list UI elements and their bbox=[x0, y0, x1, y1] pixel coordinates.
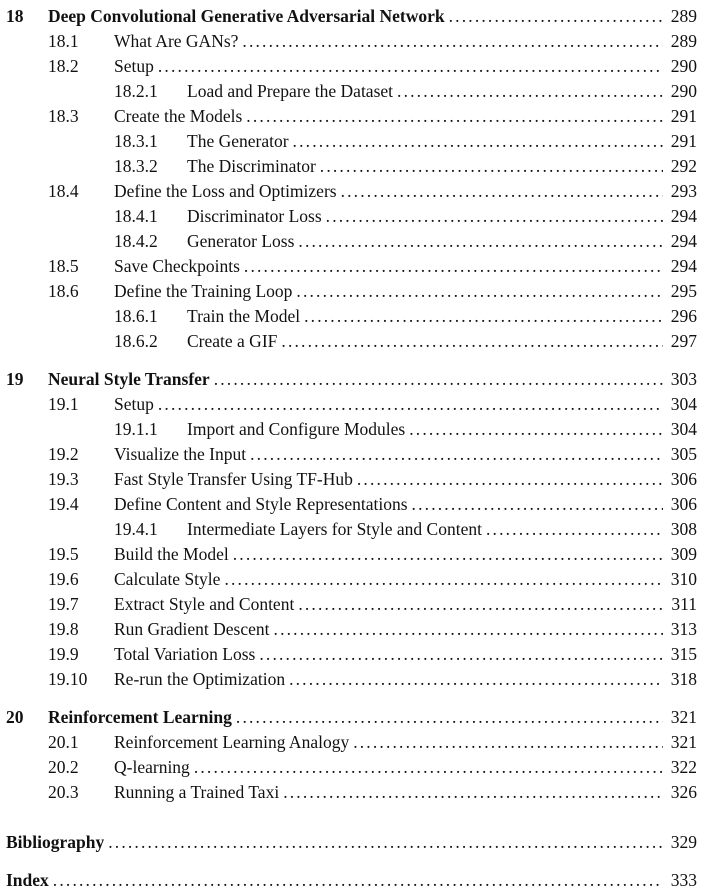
entry-title: Calculate Style bbox=[114, 569, 221, 589]
entry-title-line bbox=[114, 467, 665, 492]
dot-leader bbox=[274, 617, 663, 642]
dot-leader bbox=[158, 54, 663, 79]
dot-leader bbox=[214, 367, 663, 392]
page-number: 294 bbox=[670, 206, 697, 226]
entry-title-line bbox=[114, 542, 665, 567]
entry-title-line bbox=[187, 204, 665, 229]
page-number: 293 bbox=[670, 181, 697, 201]
toc-section-entry[interactable] bbox=[0, 592, 702, 617]
entry-title: Run Gradient Descent bbox=[114, 619, 270, 639]
entry-number: 18.2.1 bbox=[114, 81, 158, 101]
dot-leader bbox=[250, 442, 663, 467]
dot-leader bbox=[298, 592, 663, 617]
toc-subsection-entry[interactable] bbox=[0, 154, 702, 179]
dot-leader bbox=[53, 868, 663, 893]
page-number: 311 bbox=[671, 594, 697, 614]
entry-number: 20.1 bbox=[48, 732, 79, 752]
entry-title-line bbox=[114, 442, 665, 467]
page-number: 289 bbox=[670, 31, 697, 51]
entry-title: Deep Convolutional Generative Adversarial Network bbox=[48, 6, 445, 26]
toc-section-entry[interactable] bbox=[0, 542, 702, 567]
dot-leader bbox=[259, 642, 663, 667]
dot-leader bbox=[233, 542, 663, 567]
toc-section-entry[interactable] bbox=[0, 54, 702, 79]
entry-title-line bbox=[48, 705, 665, 730]
entry-title-line bbox=[187, 129, 665, 154]
toc-chapter-entry[interactable] bbox=[0, 4, 702, 29]
toc-chapter-entry[interactable] bbox=[0, 705, 702, 730]
entry-number: 18.4.2 bbox=[114, 231, 158, 251]
entry-title-line bbox=[48, 4, 665, 29]
page-number: 333 bbox=[670, 870, 697, 890]
page-number: 322 bbox=[670, 757, 697, 777]
entry-title-line bbox=[187, 517, 665, 542]
entry-title-line bbox=[48, 367, 665, 392]
dot-leader bbox=[304, 304, 663, 329]
toc-section-entry[interactable] bbox=[0, 667, 702, 692]
toc-section-entry[interactable] bbox=[0, 29, 702, 54]
entry-title: Bibliography bbox=[6, 832, 105, 852]
entry-title: Reinforcement Learning bbox=[48, 707, 232, 727]
dot-leader bbox=[194, 755, 663, 780]
page-number: 308 bbox=[670, 519, 697, 539]
page-number: 290 bbox=[670, 81, 697, 101]
entry-title: Setup bbox=[114, 56, 154, 76]
entry-number: 19.4 bbox=[48, 494, 79, 514]
toc-chapter-entry[interactable] bbox=[0, 367, 702, 392]
toc-section-entry[interactable] bbox=[0, 492, 702, 517]
page-number: 306 bbox=[670, 494, 697, 514]
toc-subsection-entry[interactable] bbox=[0, 304, 702, 329]
entry-title: Generator Loss bbox=[187, 231, 295, 251]
entry-title-line bbox=[6, 830, 665, 855]
entry-title: Visualize the Input bbox=[114, 444, 247, 464]
entry-title-line bbox=[114, 780, 665, 805]
entry-number: 18.3.1 bbox=[114, 131, 158, 151]
entry-title-line bbox=[114, 492, 665, 517]
entry-number: 19 bbox=[6, 369, 24, 389]
page-number: 310 bbox=[670, 569, 697, 589]
entry-number: 20.3 bbox=[48, 782, 79, 802]
toc-subsection-entry[interactable] bbox=[0, 417, 702, 442]
entry-title: The Generator bbox=[187, 131, 289, 151]
page-number: 318 bbox=[670, 669, 697, 689]
page-number: 291 bbox=[670, 106, 697, 126]
page-number: 297 bbox=[670, 331, 697, 351]
page-number: 291 bbox=[670, 131, 697, 151]
entry-title-line bbox=[114, 642, 665, 667]
page-number: 289 bbox=[670, 6, 697, 26]
entry-title-line bbox=[6, 868, 665, 893]
entry-number: 18.1 bbox=[48, 31, 79, 51]
dot-leader bbox=[412, 492, 663, 517]
entry-number: 19.4.1 bbox=[114, 519, 158, 539]
entry-title: Build the Model bbox=[114, 544, 229, 564]
entry-title: Discriminator Loss bbox=[187, 206, 322, 226]
entry-number: 18.5 bbox=[48, 256, 79, 276]
page-number: 290 bbox=[670, 56, 697, 76]
entry-title-line bbox=[114, 29, 665, 54]
entry-title-line bbox=[114, 54, 665, 79]
toc-subsection-entry[interactable] bbox=[0, 129, 702, 154]
entry-number: 20 bbox=[6, 707, 24, 727]
page-number: 304 bbox=[670, 394, 697, 414]
entry-number: 19.8 bbox=[48, 619, 79, 639]
toc-subsection-entry[interactable] bbox=[0, 204, 702, 229]
dot-leader bbox=[236, 705, 663, 730]
entry-number: 20.2 bbox=[48, 757, 79, 777]
dot-leader bbox=[283, 780, 663, 805]
entry-title-line bbox=[187, 79, 665, 104]
page-number: 321 bbox=[670, 732, 697, 752]
entry-title-line bbox=[187, 329, 665, 354]
toc-section-entry[interactable] bbox=[0, 642, 702, 667]
dot-leader bbox=[326, 204, 663, 229]
entry-title-line bbox=[114, 667, 665, 692]
toc-section-entry[interactable] bbox=[0, 730, 702, 755]
toc-section-entry[interactable] bbox=[0, 617, 702, 642]
entry-number: 18.3 bbox=[48, 106, 79, 126]
page-number: 309 bbox=[670, 544, 697, 564]
entry-title: Total Variation Loss bbox=[114, 644, 256, 664]
entry-number: 19.7 bbox=[48, 594, 79, 614]
entry-title-line bbox=[114, 730, 665, 755]
page-number: 294 bbox=[670, 231, 697, 251]
dot-leader bbox=[341, 179, 663, 204]
entry-title-line bbox=[114, 104, 665, 129]
page-number: 306 bbox=[670, 469, 697, 489]
entry-number: 19.3 bbox=[48, 469, 79, 489]
toc-section-entry[interactable] bbox=[0, 755, 702, 780]
toc-section-entry[interactable] bbox=[0, 254, 702, 279]
entry-title: What Are GANs? bbox=[114, 31, 239, 51]
entry-number: 19.5 bbox=[48, 544, 79, 564]
entry-title-line bbox=[114, 755, 665, 780]
page-number: 321 bbox=[670, 707, 697, 727]
entry-title: Fast Style Transfer Using TF-Hub bbox=[114, 469, 353, 489]
toc-section-entry[interactable] bbox=[0, 179, 702, 204]
page-number: 295 bbox=[670, 281, 697, 301]
entry-title: Define Content and Style Representations bbox=[114, 494, 408, 514]
dot-leader bbox=[397, 79, 663, 104]
page-number: 329 bbox=[670, 832, 697, 852]
entry-number: 19.9 bbox=[48, 644, 79, 664]
entry-title-line bbox=[187, 229, 665, 254]
entry-title: Re-run the Optimization bbox=[114, 669, 286, 689]
page-number: 305 bbox=[670, 444, 697, 464]
entry-title: Import and Configure Modules bbox=[187, 419, 406, 439]
page-number: 294 bbox=[670, 256, 697, 276]
toc-section-entry[interactable] bbox=[0, 104, 702, 129]
toc-section-entry[interactable] bbox=[0, 279, 702, 304]
toc-backmatter-entry[interactable] bbox=[0, 868, 702, 893]
entry-title-line bbox=[187, 304, 665, 329]
dot-leader bbox=[296, 279, 663, 304]
entry-title: Intermediate Layers for Style and Content bbox=[187, 519, 482, 539]
entry-title: Setup bbox=[114, 394, 154, 414]
entry-number: 19.1 bbox=[48, 394, 79, 414]
toc-subsection-entry[interactable] bbox=[0, 229, 702, 254]
entry-title-line bbox=[114, 279, 665, 304]
entry-title: Running a Trained Taxi bbox=[114, 782, 280, 802]
dot-leader bbox=[449, 4, 663, 29]
entry-number: 19.2 bbox=[48, 444, 79, 464]
page-number: 326 bbox=[670, 782, 697, 802]
toc-section-entry[interactable] bbox=[0, 467, 702, 492]
toc-subsection-entry[interactable] bbox=[0, 79, 702, 104]
entry-number: 18.6 bbox=[48, 281, 79, 301]
entry-number: 19.6 bbox=[48, 569, 79, 589]
dot-leader bbox=[108, 830, 663, 855]
page-number: 296 bbox=[670, 306, 697, 326]
entry-title-line bbox=[114, 254, 665, 279]
entry-title: Create a GIF bbox=[187, 331, 278, 351]
dot-leader bbox=[353, 730, 663, 755]
dot-leader bbox=[242, 29, 663, 54]
entry-title-line bbox=[114, 592, 665, 617]
entry-title: Index bbox=[6, 870, 49, 890]
entry-title: Create the Models bbox=[114, 106, 243, 126]
entry-title-line bbox=[114, 179, 665, 204]
page-number: 304 bbox=[670, 419, 697, 439]
entry-number: 18.2 bbox=[48, 56, 79, 76]
toc-section-entry[interactable] bbox=[0, 567, 702, 592]
entry-title: Save Checkpoints bbox=[114, 256, 240, 276]
entry-number: 19.1.1 bbox=[114, 419, 158, 439]
dot-leader bbox=[289, 667, 663, 692]
dot-leader bbox=[293, 129, 663, 154]
dot-leader bbox=[409, 417, 663, 442]
entry-number: 18.6.2 bbox=[114, 331, 158, 351]
dot-leader bbox=[357, 467, 663, 492]
dot-leader bbox=[320, 154, 663, 179]
dot-leader bbox=[298, 229, 663, 254]
page-number: 315 bbox=[670, 644, 697, 664]
entry-number: 19.10 bbox=[48, 669, 88, 689]
entry-number: 18.3.2 bbox=[114, 156, 158, 176]
dot-leader bbox=[244, 254, 663, 279]
entry-title: Neural Style Transfer bbox=[48, 369, 210, 389]
toc-section-entry[interactable] bbox=[0, 780, 702, 805]
dot-leader bbox=[158, 392, 663, 417]
toc-subsection-entry[interactable] bbox=[0, 517, 702, 542]
toc-backmatter-entry[interactable] bbox=[0, 830, 702, 855]
toc-section-entry[interactable] bbox=[0, 442, 702, 467]
entry-title-line bbox=[187, 154, 665, 179]
page-number: 292 bbox=[670, 156, 697, 176]
entry-title: Define the Loss and Optimizers bbox=[114, 181, 337, 201]
entry-title-line bbox=[114, 617, 665, 642]
entry-title: Load and Prepare the Dataset bbox=[187, 81, 394, 101]
dot-leader bbox=[246, 104, 663, 129]
entry-title: Train the Model bbox=[187, 306, 301, 326]
entry-number: 18 bbox=[6, 6, 24, 26]
page-number: 303 bbox=[670, 369, 697, 389]
entry-number: 18.4 bbox=[48, 181, 79, 201]
entry-number: 18.4.1 bbox=[114, 206, 158, 226]
dot-leader bbox=[224, 567, 663, 592]
entry-number: 18.6.1 bbox=[114, 306, 158, 326]
entry-title-line bbox=[114, 567, 665, 592]
entry-title-line bbox=[114, 392, 665, 417]
entry-title: Q-learning bbox=[114, 757, 190, 777]
dot-leader bbox=[281, 329, 663, 354]
page-number: 313 bbox=[670, 619, 697, 639]
toc-section-entry[interactable] bbox=[0, 392, 702, 417]
entry-title: Reinforcement Learning Analogy bbox=[114, 732, 350, 752]
entry-title-line bbox=[187, 417, 665, 442]
toc-subsection-entry[interactable] bbox=[0, 329, 702, 354]
entry-title: Define the Training Loop bbox=[114, 281, 293, 301]
entry-title: The Discriminator bbox=[187, 156, 316, 176]
dot-leader bbox=[486, 517, 663, 542]
entry-title: Extract Style and Content bbox=[114, 594, 295, 614]
